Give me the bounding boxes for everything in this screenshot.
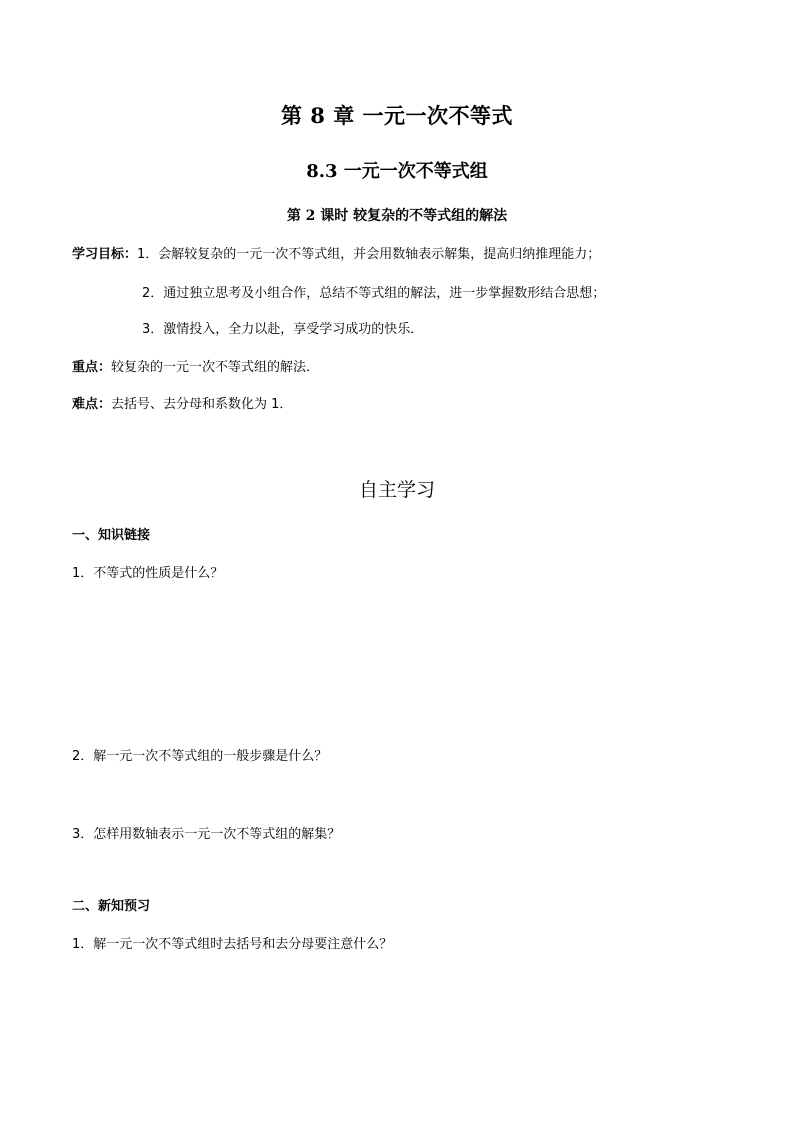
objectives-label: 学习目标：	[72, 247, 138, 262]
self-study-title: 自主学习	[358, 479, 435, 501]
section-heading-new-knowledge-preview: 二、新知预习	[72, 899, 151, 914]
objective-item: 2．通过独立思考及小组合作，总结不等式组的解法，进一步掌握数形结合思想；	[142, 286, 606, 301]
question-item: 1．解一元一次不等式组时去括号和去分母要注意什么？	[72, 937, 393, 952]
key-point-text: 较复杂的一元一次不等式组的解法．	[111, 360, 320, 375]
difficulty-text: 去括号、去分母和系数化为 1．	[111, 397, 293, 412]
objective-item: 3．激情投入，全力以赴，享受学习成功的快乐．	[142, 322, 424, 337]
question-item: 1．不等式的性质是什么？	[72, 566, 224, 581]
objective-line-1	[72, 245, 600, 265]
lesson-title: 第 2 课时 较复杂的不等式组的解法	[286, 208, 508, 224]
key-point	[72, 358, 319, 378]
objective-item: 1．会解较复杂的一元一次不等式组，并会用数轴表示解集，提高归纳推理能力；	[137, 247, 601, 262]
difficulty-label: 难点：	[72, 397, 112, 412]
chapter-title: 第 8 章 一元一次不等式	[280, 103, 514, 128]
section-heading-knowledge-link: 一、知识链接	[72, 528, 151, 543]
key-point-label: 重点：	[72, 360, 112, 375]
difficulty	[72, 395, 292, 415]
section-title: 8.3 一元一次不等式组	[306, 161, 488, 182]
question-item: 3．怎样用数轴表示一元一次不等式组的解集？	[72, 827, 341, 842]
question-item: 2．解一元一次不等式组的一般步骤是什么？	[72, 749, 328, 764]
